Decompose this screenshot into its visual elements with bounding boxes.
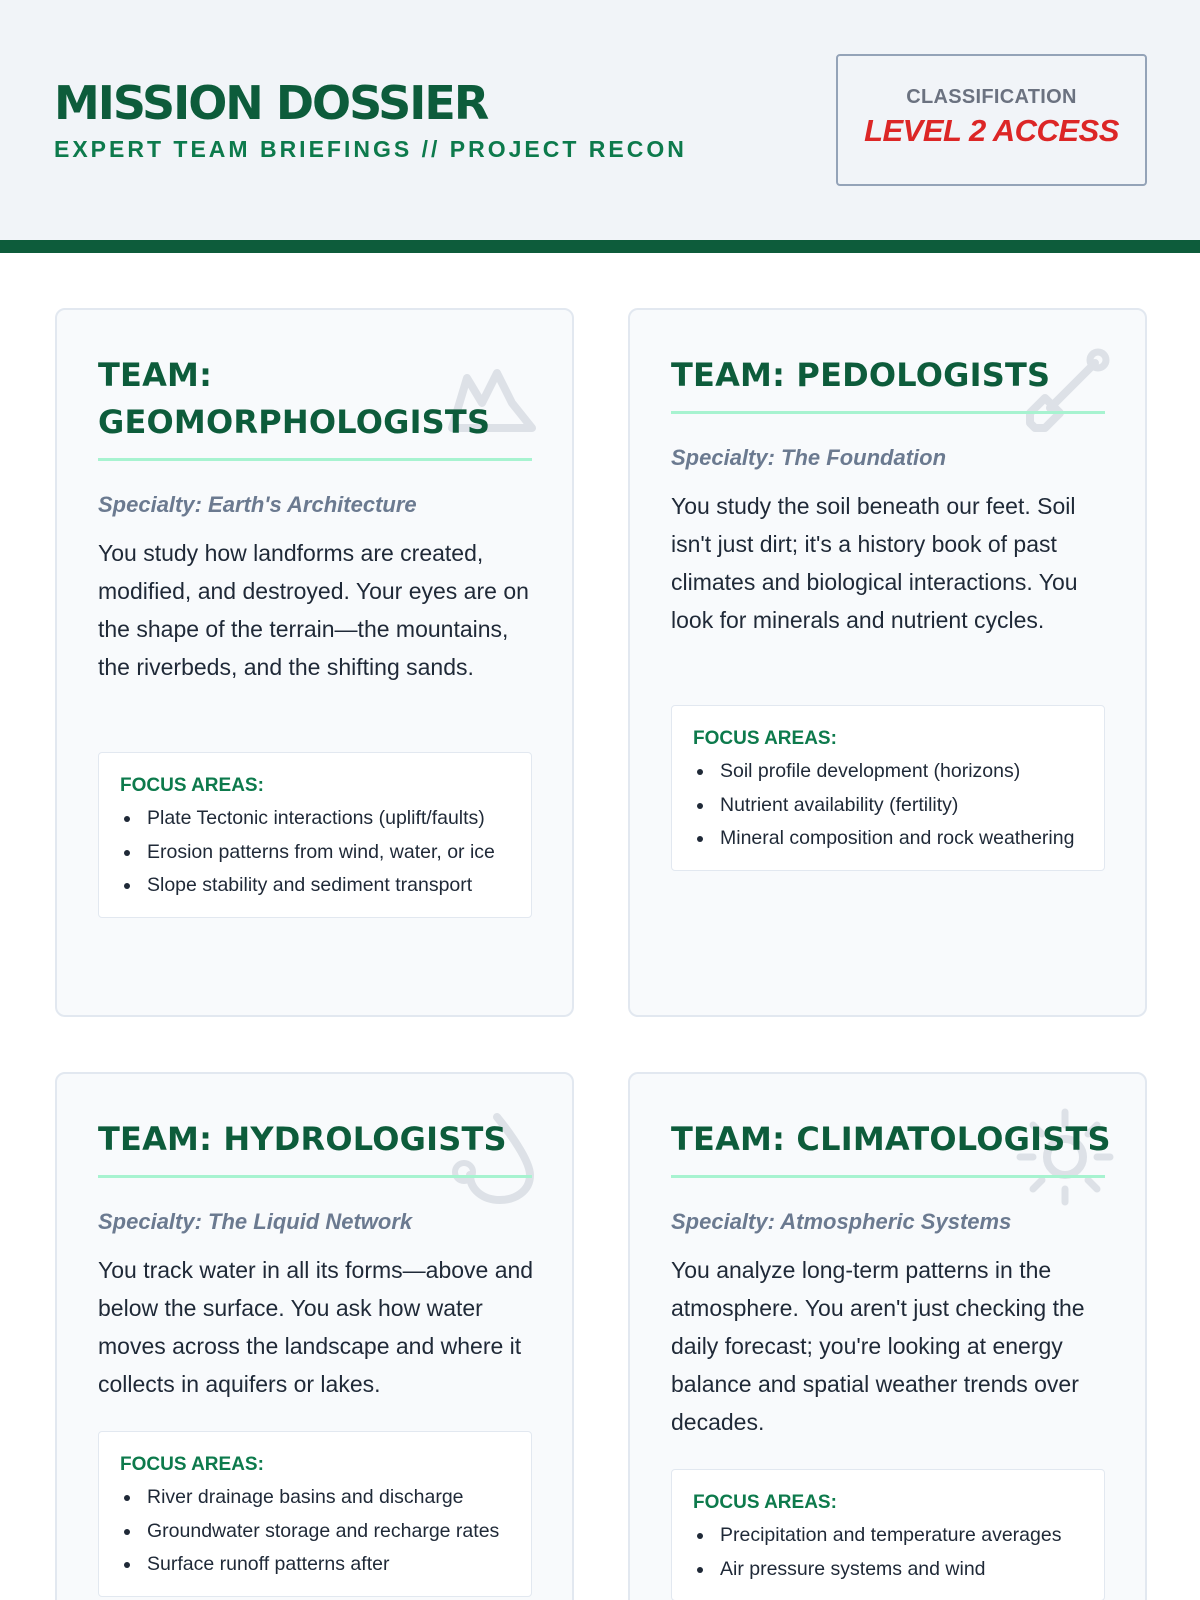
- team-card-hydrologists: [55, 1072, 574, 1600]
- title-rule: [98, 458, 532, 461]
- team-specialty: Specialty: Atmospheric Systems: [671, 1209, 1012, 1234]
- team-card-pedologists: [628, 308, 1147, 1017]
- classification-value: LEVEL 2 ACCESS: [864, 113, 1119, 148]
- focus-areas-label: FOCUS AREAS:: [693, 728, 837, 749]
- focus-areas-label: FOCUS AREAS:: [120, 775, 264, 796]
- focus-list: [120, 805, 511, 899]
- focus-item: Mineral composition and rock weathering: [693, 825, 1084, 852]
- title-rule: [671, 1175, 1105, 1178]
- focus-areas-box: [98, 752, 532, 918]
- focus-list: [693, 1522, 1084, 1582]
- team-description: You track water in all its forms—above and below the surface. You ask how water moves across the landscape and where it collects in aquifers or lakes.: [98, 1257, 534, 1397]
- team-title: TEAM: HYDROLOGISTS: [98, 1120, 507, 1158]
- team-title: TEAM: PEDOLOGISTS: [671, 356, 1051, 394]
- focus-areas-box: [98, 1431, 532, 1597]
- focus-areas-label: FOCUS AREAS:: [120, 1454, 264, 1475]
- focus-areas-label: FOCUS AREAS:: [693, 1492, 837, 1513]
- focus-areas-box: [671, 705, 1105, 871]
- focus-list: [120, 1484, 511, 1578]
- focus-areas-box: [671, 1469, 1105, 1600]
- team-description: You analyze long-term patterns in the atmosphere. You aren't just checking the daily forecast; you're looking at energy balance and spatial weather trends over decades.: [671, 1257, 1085, 1435]
- page-title: MISSION DOSSIER: [54, 76, 488, 130]
- team-title: TEAM: GEOMORPHOLOGISTS: [98, 356, 491, 441]
- team-specialty: Specialty: The Foundation: [671, 445, 947, 470]
- focus-item: River drainage basins and discharge: [120, 1484, 511, 1511]
- focus-item: Nutrient availability (fertility): [693, 792, 1084, 819]
- page-subtitle: EXPERT TEAM BRIEFINGS // PROJECT RECON: [54, 136, 687, 162]
- focus-item: Precipitation and temperature averages: [693, 1522, 1084, 1549]
- focus-item: Erosion patterns from wind, water, or ice: [120, 839, 511, 866]
- title-rule: [671, 411, 1105, 414]
- focus-item: Groundwater storage and recharge rates: [120, 1518, 511, 1545]
- classification-box: [836, 54, 1147, 186]
- focus-item: Soil profile development (horizons): [693, 758, 1084, 785]
- team-specialty: Specialty: Earth's Architecture: [98, 492, 417, 517]
- focus-item: Plate Tectonic interactions (uplift/faults): [120, 805, 511, 832]
- team-title: TEAM: CLIMATOLOGISTS: [671, 1120, 1111, 1158]
- focus-item: Surface runoff patterns after: [120, 1551, 511, 1578]
- team-card-geomorphologists: [55, 308, 574, 1017]
- team-description: You study the soil beneath our feet. Soil isn't just dirt; it's a history book of past climates and biological interactions. You look for minerals and nutrient cycles.: [671, 493, 1078, 633]
- focus-list: [693, 758, 1084, 852]
- title-rule: [98, 1175, 532, 1178]
- focus-item: Slope stability and sediment transport: [120, 872, 511, 899]
- team-specialty: Specialty: The Liquid Network: [98, 1209, 413, 1234]
- classification-label: CLASSIFICATION: [906, 86, 1077, 108]
- team-description: You study how landforms are created, modified, and destroyed. Your eyes are on the shape of the terrain—the mountains, the riverbeds, and the shifting sands.: [98, 540, 529, 680]
- header-divider: [0, 240, 1200, 253]
- dossier-header: [0, 0, 1200, 240]
- focus-item: Air pressure systems and wind: [693, 1556, 1084, 1583]
- team-card-climatologists: [628, 1072, 1147, 1600]
